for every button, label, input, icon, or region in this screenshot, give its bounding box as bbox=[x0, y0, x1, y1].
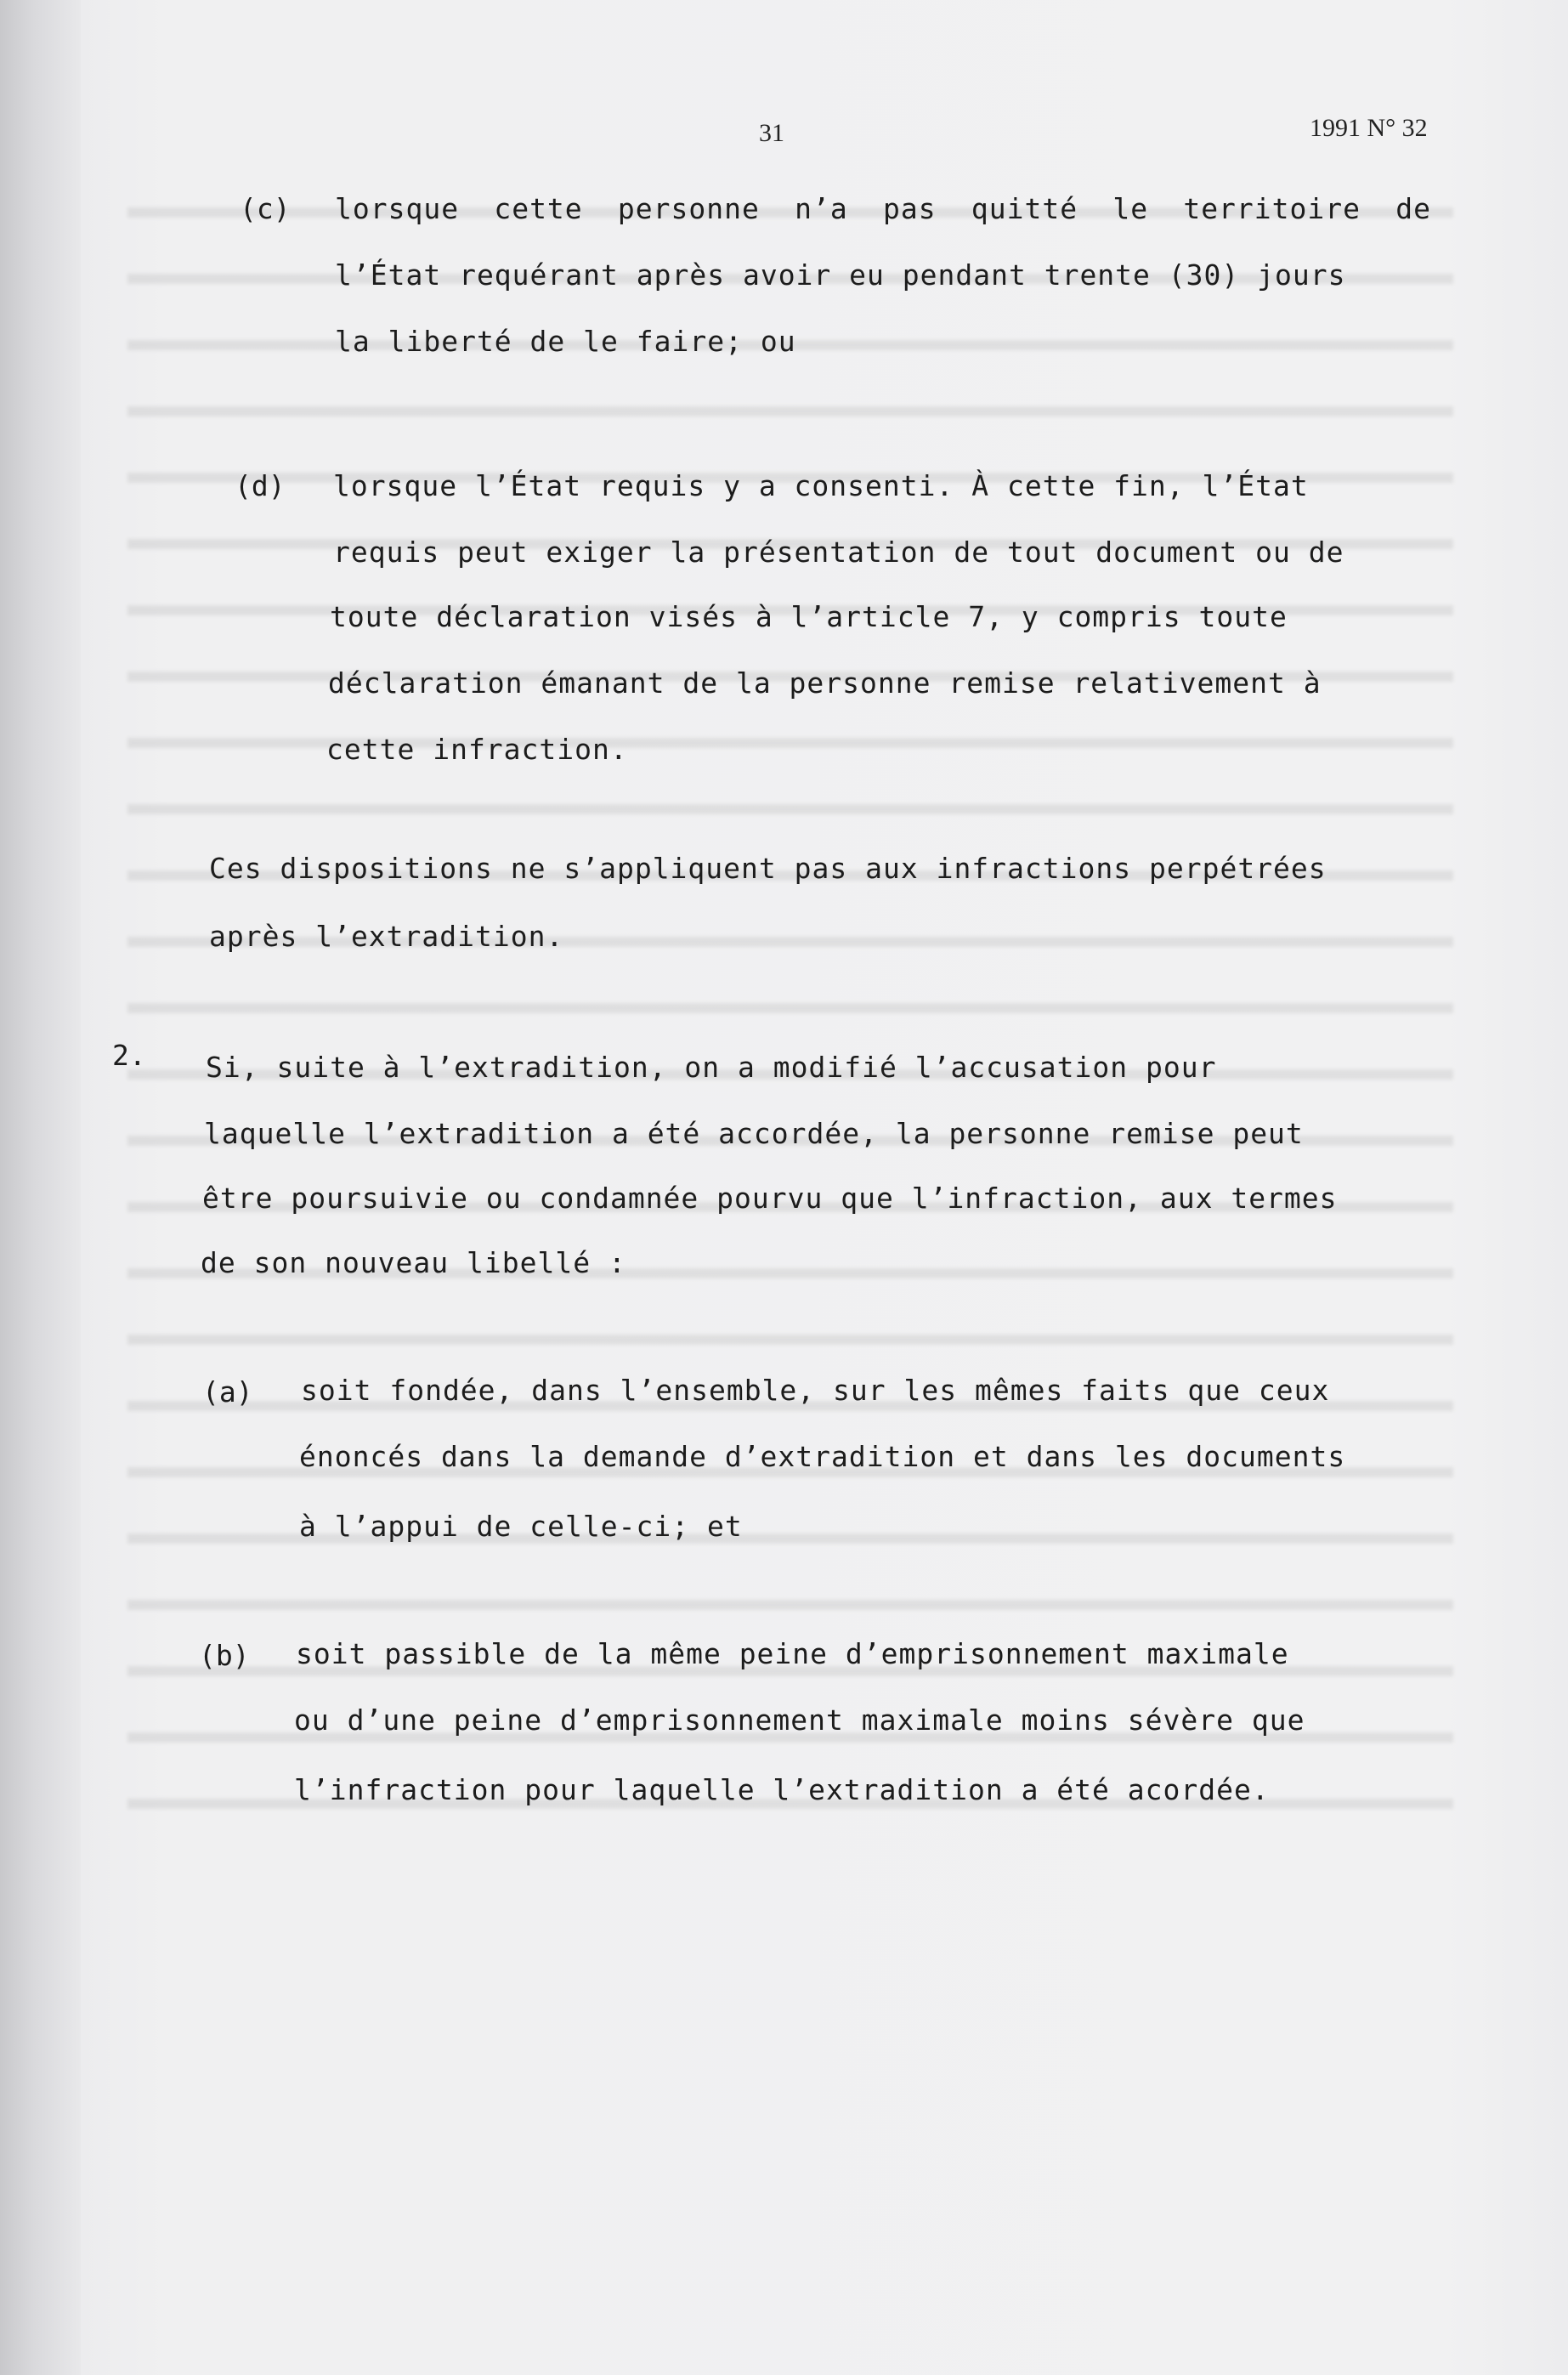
closing-line: après l’extradition. bbox=[209, 920, 564, 953]
item-label-d: (d) bbox=[235, 469, 286, 502]
para2-line: Si, suite à l’extradition, on a modifié l’accusation pour bbox=[206, 1051, 1217, 1084]
item-a-line: soit fondée, dans l’ensemble, sur les mêmes faits que ceux bbox=[301, 1374, 1330, 1407]
paragraph-number-2: 2. bbox=[112, 1039, 146, 1072]
para2-line: de son nouveau libellé : bbox=[201, 1246, 626, 1279]
item-d-line: cette infraction. bbox=[326, 733, 628, 766]
item-label-a: (a) bbox=[202, 1375, 253, 1409]
item-d-line: déclaration émanant de la personne remise relativement à bbox=[328, 666, 1322, 700]
item-d-line: toute déclaration visés à l’article 7, y compris toute bbox=[330, 600, 1288, 633]
item-a-line: à l’appui de celle-ci; et bbox=[299, 1510, 743, 1543]
item-a-line: énoncés dans la demande d’extradition et dans les documents bbox=[299, 1440, 1346, 1473]
item-d-line: lorsque l’État requis y a consenti. À cette fin, l’État bbox=[333, 469, 1309, 502]
item-b-line: soit passible de la même peine d’emprisonnement maximale bbox=[296, 1637, 1289, 1670]
item-c-line: la liberté de le faire; ou bbox=[335, 325, 796, 358]
item-c-line: lorsque cette personne n’a pas quitté le territoire de bbox=[335, 192, 1431, 225]
show-through-background bbox=[127, 179, 1453, 1845]
page-gutter bbox=[0, 0, 81, 2375]
para2-line: laquelle l’extradition a été accordée, la personne remise peut bbox=[204, 1117, 1304, 1150]
closing-line: Ces dispositions ne s’appliquent pas aux infractions perpétrées bbox=[209, 852, 1327, 885]
item-b-line: ou d’une peine d’emprisonnement maximale moins sévère que bbox=[294, 1703, 1305, 1737]
page-number: 31 bbox=[759, 119, 784, 147]
item-label-b: (b) bbox=[199, 1639, 250, 1672]
item-b-line: l’infraction pour laquelle l’extradition a été acordée. bbox=[294, 1773, 1270, 1806]
item-label-c: (c) bbox=[240, 192, 291, 225]
document-reference: 1991 N° 32 bbox=[1310, 114, 1428, 142]
para2-line: être poursuivie ou condamnée pourvu que l’infraction, aux termes bbox=[202, 1182, 1338, 1215]
item-c-line: l’État requérant après avoir eu pendant trente (30) jours bbox=[335, 258, 1346, 292]
item-d-line: requis peut exiger la présentation de tout document ou de bbox=[333, 536, 1344, 569]
